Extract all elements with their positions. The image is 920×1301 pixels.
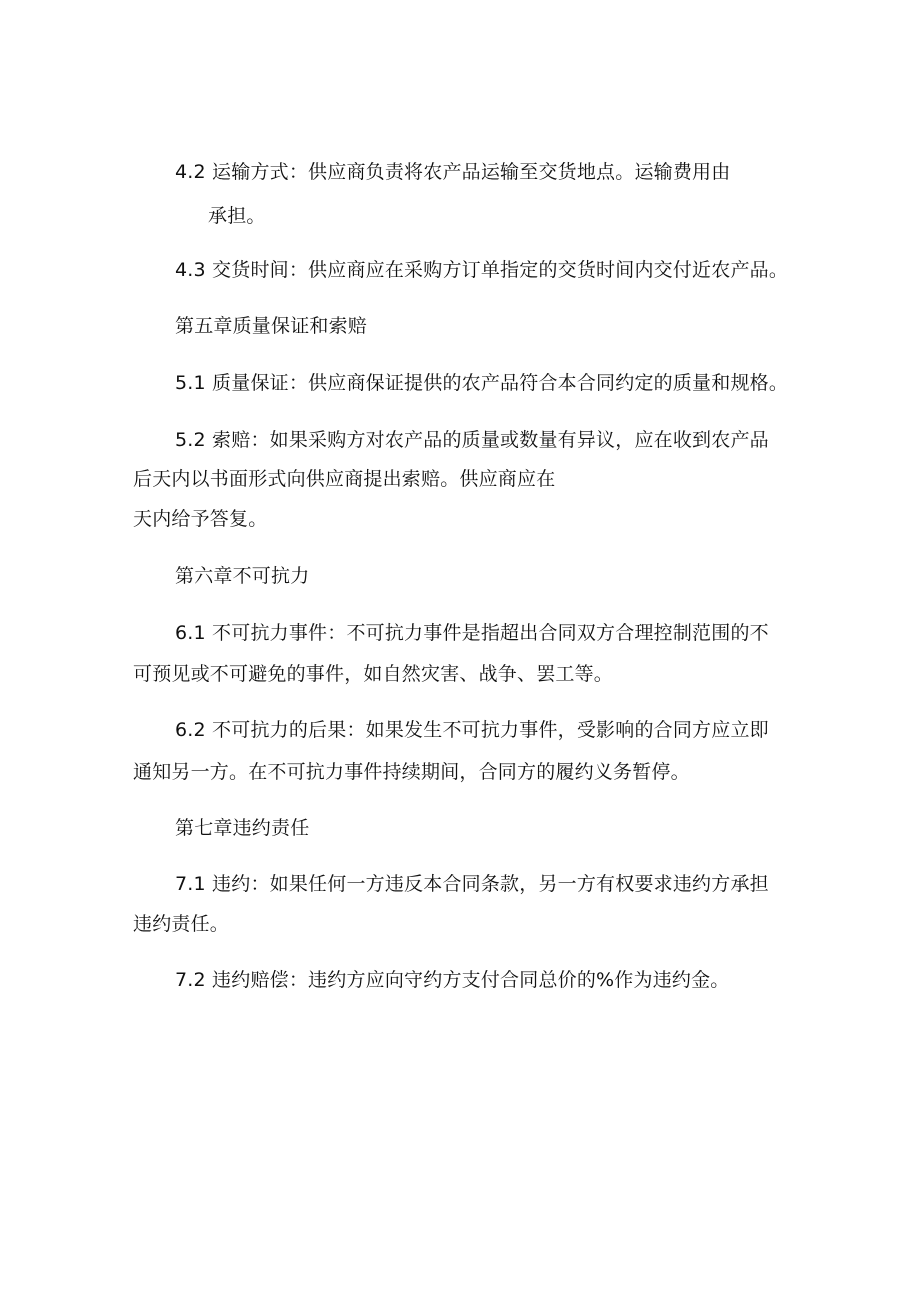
clause-7-2: 7.2 违约赔偿：违约方应向守约方支付合同总价的%作为违约金。: [175, 969, 730, 991]
clause-6-1-line-2: 可预见或不可避免的事件，如自然灾害、战争、罢工等。: [133, 663, 614, 685]
clause-5-2-line-3: 天内给予答复。: [133, 508, 268, 530]
clause-4-2-line-1: 4.2 运输方式：供应商负责将农产品运输至交货地点。运输费用由: [175, 161, 731, 183]
clause-7-1-line-1: 7.1 违约：如果任何一方违反本合同条款，另一方有权要求违约方承担: [175, 873, 769, 895]
clause-5-2-line-2: 后天内以书面形式向供应商提出索赔。供应商应在: [133, 468, 556, 490]
clause-6-1-line-1: 6.1 不可抗力事件：不可抗力事件是指超出合同双方合理控制范围的不: [175, 622, 769, 644]
chapter-6-heading: 第六章不可抗力: [175, 565, 310, 587]
clause-4-3: 4.3 交货时间：供应商应在采购方订单指定的交货时间内交付近农产品。: [175, 259, 789, 281]
clause-7-1-line-2: 违约责任。: [133, 913, 230, 935]
chapter-7-heading: 第七章违约责任: [175, 817, 310, 839]
clause-5-2-line-1: 5.2 索赔：如果采购方对农产品的质量或数量有异议，应在收到农产品: [175, 429, 769, 451]
clause-6-2-line-1: 6.2 不可抗力的后果：如果发生不可抗力事件，受影响的合同方应立即: [175, 719, 769, 741]
clause-5-1: 5.1 质量保证：供应商保证提供的农产品符合本合同约定的质量和规格。: [175, 372, 789, 394]
clause-4-2-line-2: 承担。: [208, 205, 266, 227]
clause-6-2-line-2: 通知另一方。在不可抗力事件持续期间，合同方的履约义务暂停。: [133, 761, 690, 783]
chapter-5-heading: 第五章质量保证和索赔: [175, 315, 368, 337]
